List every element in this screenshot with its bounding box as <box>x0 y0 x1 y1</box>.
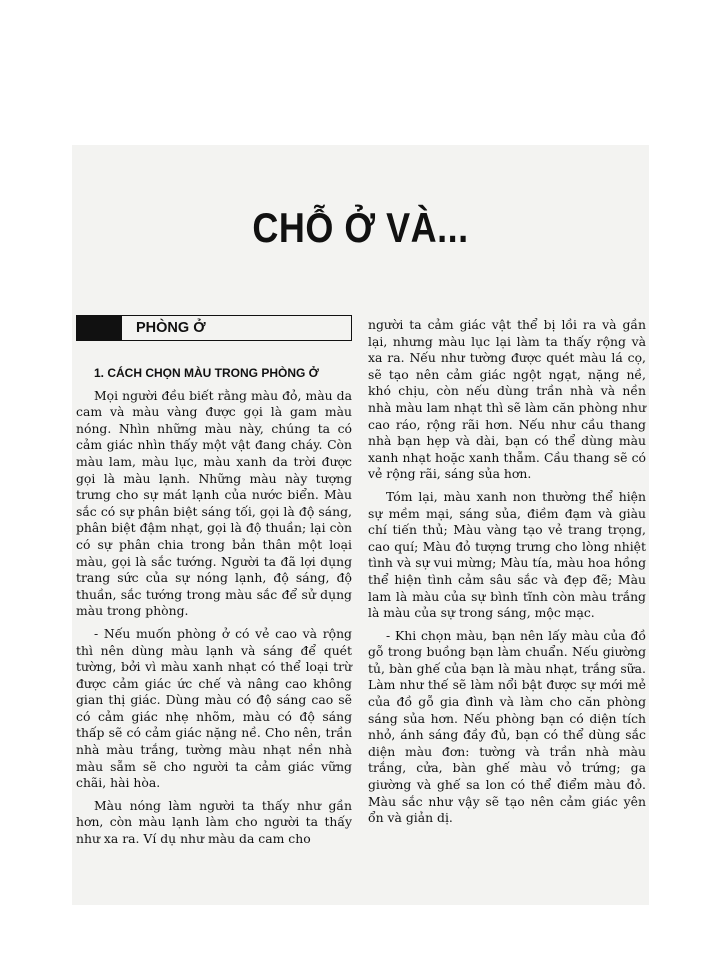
paragraph: người ta cảm giác vật thể bị lồi ra và gần lại, nhưng màu lục lại làm ta thấy rộng và xa ra. Nếu như tường được quét màu lá cọ, sẽ tạo nên cảm giác ngột ngạt, nặng nề, khó chịu, còn nếu dùng trần nhà và nền nhà màu lam nhạt thì sẽ làm căn phòng như cao ráo, rộng rãi hơn. Nếu như cầu thang nhà bạn hẹp và dài, bạn có thể dùng màu xanh nhạt hoặc xanh thẫm. Cầu thang sẽ có vẻ rộng rãi, sáng sủa hơn. <box>368 317 646 482</box>
chapter-title: CHỖ Ở VÀ... <box>252 203 469 251</box>
paragraph: - Khi chọn màu, bạn nên lấy màu của đồ gỗ trong buồng bạn làm chuẩn. Nếu giường tủ, bàn ghế của bạn là màu nhạt, trắng sữa. Làm như thế sẽ làm nổi bật được sự mới mẻ của đồ gỗ gia đình và làm cho căn phòng sáng sủa hơn. Nếu phòng bạn có diện tích nhỏ, ánh sáng đầy đủ, bạn có thể dùng sắc diện màu đơn: tường và trần nhà màu trắng, cửa, bàn ghế màu vỏ trứng; ga giường và ghế sa lon có thể điểm màu đỏ. Màu sắc như vậy sẽ tạo nên cảm giác yên ổn và giản dị. <box>368 627 646 826</box>
paragraph: Màu nóng làm người ta thấy như gần hơn, còn màu lạnh làm cho người ta thấy như xa ra. Ví dụ như màu da cam cho <box>76 797 352 847</box>
section-marker-block <box>76 315 122 341</box>
paragraph: - Nếu muốn phòng ở có vẻ cao và rộng thì nên dùng màu lạnh và sáng để quét tường, bởi vì màu xanh nhạt có thể loại trừ được cảm giác ức chế và nâng cao không gian thị giác. Dùng màu có độ sáng cao sẽ có cảm giác nhẹ nhõm, màu có độ sáng thấp sẽ có cảm giác nặng nề. Cho nên, trần nhà màu trắng, tường màu nhạt nền nhà màu sẫm sẽ cho người ta cảm giác vững chãi, hài hòa. <box>76 625 352 791</box>
paragraph: Tóm lại, màu xanh non thường thể hiện sự mềm mại, sáng sủa, điềm đạm và giàu chí tiến thủ; Màu vàng tạo vẻ trang trọng, cao quí; Màu đỏ tượng trưng cho lòng nhiệt tình và sự vui mừng; Màu tía, màu hoa hồng thể hiện tình cảm sâu sắc và đẹp đẽ; Màu lam là màu của sự bình tĩnh còn màu trắng là màu của sự trong sáng, mộc mạc. <box>368 488 646 621</box>
left-column <box>76 315 352 854</box>
section-header <box>76 315 352 341</box>
paragraph: Mọi người đều biết rằng màu đỏ, màu da cam và màu vàng được gọi là gam màu nóng. Nhìn những màu này, chúng ta có cảm giác nhìn thấy một vật đang cháy. Còn màu lam, màu lục, màu xanh da trời được gọi là màu lạnh. Những màu này tượng trưng cho sự mát lạnh của nước biển. Màu sắc có sự phân biệt sáng tối, gọi là độ sáng, phân biệt đậm nhạt, gọi là độ thuần; lại còn có sự phân chia trong bản thân một loại màu, gọi là sắc tướng. Người ta đã lợi dụng trang sức của sự nóng lạnh, độ sáng, độ thuần, sắc tướng trong màu sắc để sử dụng màu trong phòng. <box>76 387 352 619</box>
subsection-heading: 1. CÁCH CHỌN MÀU TRONG PHÒNG Ở <box>94 366 319 380</box>
section-label: PHÒNG Ở <box>122 315 352 341</box>
right-column <box>368 317 646 833</box>
book-page <box>72 145 649 905</box>
